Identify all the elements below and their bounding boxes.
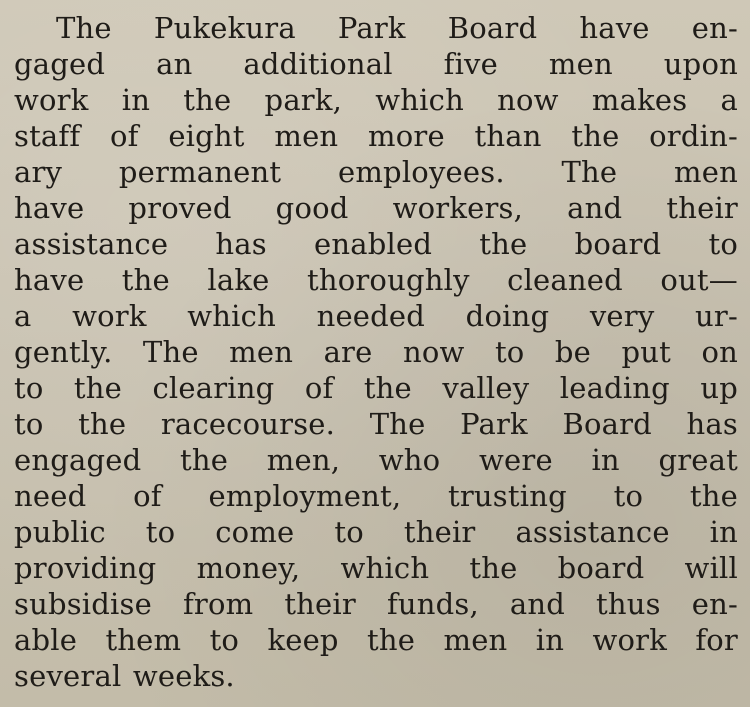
article-line: have the lake thoroughly cleaned out— xyxy=(14,263,738,297)
article-line: able them to keep the men in work for xyxy=(14,623,738,657)
article-line: to the racecourse. The Park Board has xyxy=(14,407,738,441)
article-line: need of employment, trusting to the xyxy=(14,479,738,513)
article-line: several weeks. xyxy=(14,659,235,693)
article-line: providing money, which the board will xyxy=(14,551,738,585)
article-line: a work which needed doing very ur- xyxy=(14,299,738,333)
article-line: staff of eight men more than the ordin- xyxy=(14,119,738,153)
article-line: engaged the men, who were in great xyxy=(14,443,738,477)
article-line: public to come to their assistance in xyxy=(14,515,738,549)
article-line: subsidise from their funds, and thus en- xyxy=(14,587,738,621)
article-line: to the clearing of the valley leading up xyxy=(14,371,738,405)
article-line: work in the park, which now makes a xyxy=(14,83,738,117)
article-line: have proved good workers, and their xyxy=(14,191,738,225)
article-line: gaged an additional five men upon xyxy=(14,47,738,81)
article-line: The Pukekura Park Board have en- xyxy=(56,11,738,45)
article-text xyxy=(14,10,738,694)
article-line: assistance has enabled the board to xyxy=(14,227,738,261)
article-line: ary permanent employees. The men xyxy=(14,155,738,189)
article-line: gently. The men are now to be put on xyxy=(14,335,738,369)
